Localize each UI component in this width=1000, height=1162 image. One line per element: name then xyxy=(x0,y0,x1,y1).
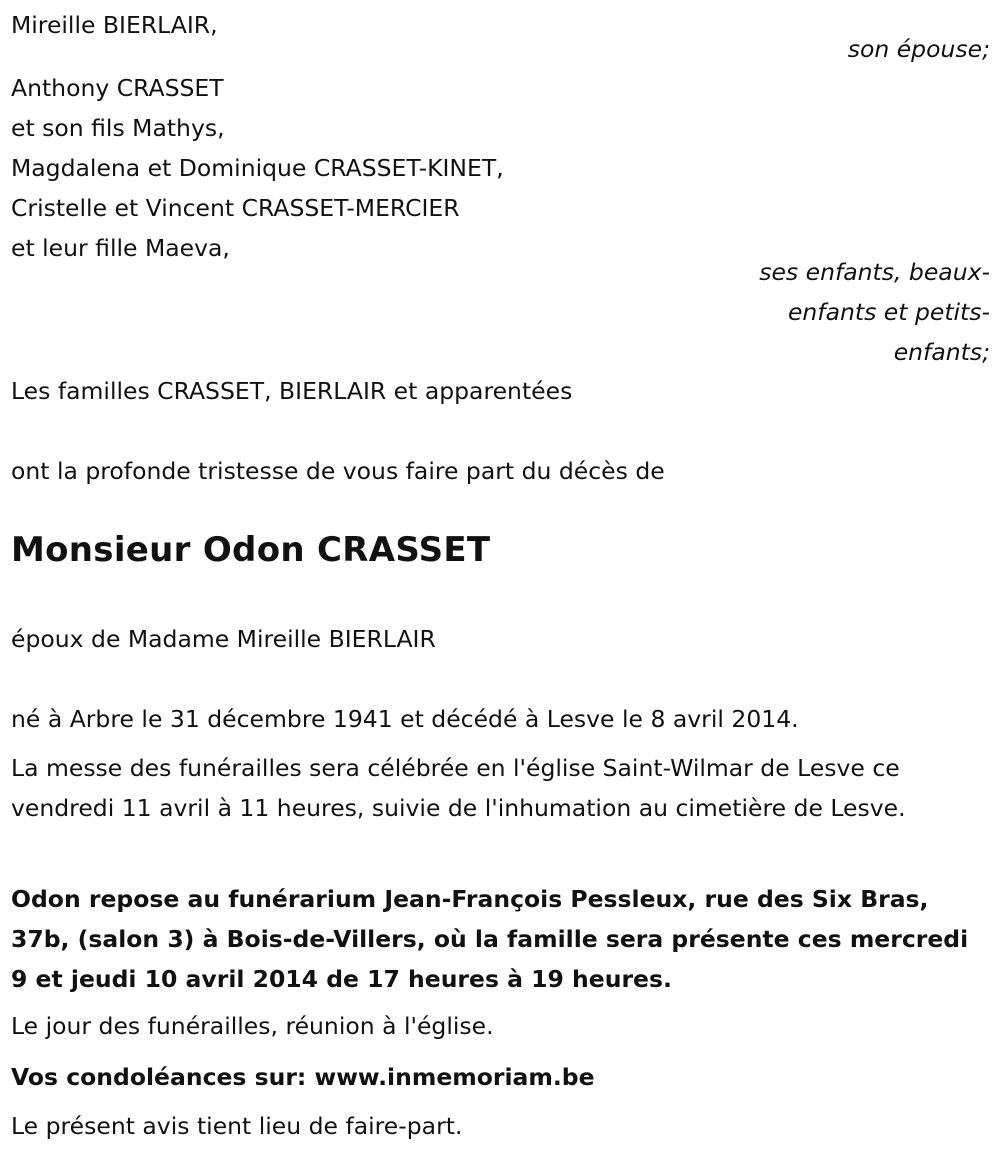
announcement-line: ont la profonde tristesse de vous faire part du décès de xyxy=(11,457,665,485)
spouse-role: son épouse; xyxy=(847,35,990,63)
notice-line: Le présent avis tient lieu de faire-part. xyxy=(11,1112,463,1140)
child-line-5: et leur fille Maeva, xyxy=(11,234,230,262)
mass-paragraph: La messe des funérailles sera célébrée en l'église Saint-Wilmar de Lesve ce vendredi 11 avril à 11 heures, suivie de l'inhumation au cimetière de Lesve. xyxy=(11,754,906,822)
families-line: Les familles CRASSET, BIERLAIR et apparentées xyxy=(11,377,573,405)
deceased-name: Monsieur Odon CRASSET xyxy=(11,530,491,570)
meeting-line: Le jour des funérailles, réunion à l'église. xyxy=(11,1012,494,1040)
condolences-line: Vos condoléances sur: www.inmemoriam.be xyxy=(11,1063,595,1091)
spouse-name: Mireille BIERLAIR, xyxy=(11,11,218,39)
child-line-1: Anthony CRASSET xyxy=(11,74,224,102)
child-line-4: Cristelle et Vincent CRASSET-MERCIER xyxy=(11,194,460,222)
children-role-line-2: enfants et petits- xyxy=(787,298,990,326)
child-line-2: et son fils Mathys, xyxy=(11,114,225,142)
birth-death-line: né à Arbre le 31 décembre 1941 et décédé à Lesve le 8 avril 2014. xyxy=(11,705,799,733)
children-role-line-3: enfants; xyxy=(893,338,990,366)
child-line-3: Magdalena et Dominique CRASSET-KINET, xyxy=(11,154,504,182)
spouse-of-line: époux de Madame Mireille BIERLAIR xyxy=(11,625,436,653)
children-role-line-1: ses enfants, beaux- xyxy=(759,258,990,286)
rest-paragraph: Odon repose au funérarium Jean-François Pessleux, rue des Six Bras, 37b, (salon 3) à Bois-de-Villers, où la famille sera présente ces mercredi 9 et jeudi 10 avril 2014 de 17 heures à 19 heures. xyxy=(11,885,969,993)
